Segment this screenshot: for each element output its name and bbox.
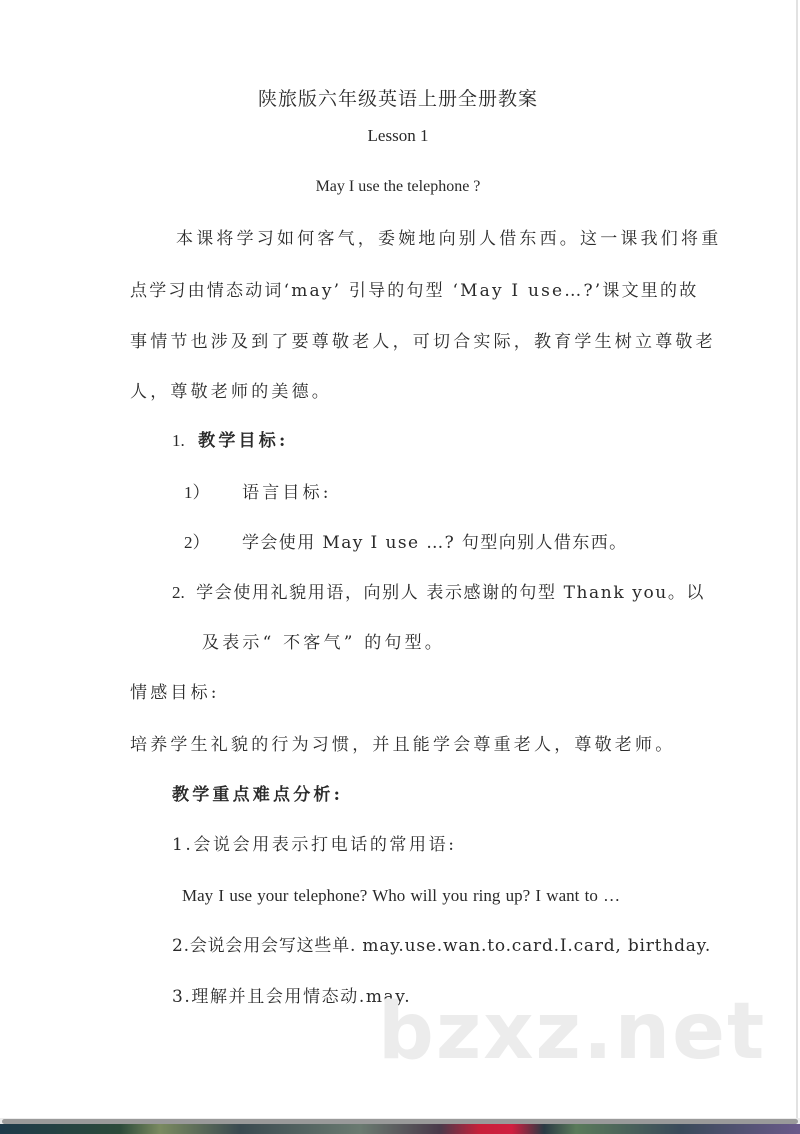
analysis-heading: 教学重点难点分析:	[172, 785, 344, 805]
emotion-label: 情感目标:	[130, 683, 220, 703]
section1-item-1	[184, 482, 210, 504]
analysis-item-2: 2.会说会用会写这些单. may.use.wan.to.card.I.card, birthday.	[172, 936, 712, 956]
emotion-text: 培养学生礼貌的行为习惯，并且能学会尊重老人，尊敬老师。	[130, 735, 676, 755]
lesson-label: Lesson 1	[367, 126, 429, 145]
section1-number: 1.	[172, 431, 185, 450]
item-marker: 2）	[184, 533, 210, 552]
desktop-background-strip	[0, 1124, 800, 1134]
item-marker: 1）	[184, 483, 210, 502]
page-edge	[796, 0, 798, 1118]
section1-title: 教学目标:	[198, 431, 289, 451]
analysis-item-example: May I use your telephone? Who will you ring up? I want to …	[182, 886, 621, 905]
section1-heading	[172, 430, 288, 452]
section2-line-2: 及表示“ 不客气” 的句型。	[202, 633, 445, 653]
section2-text-1: 学会使用礼貌用语，向别人 表示感谢的句型 Thank you。以	[196, 583, 706, 603]
intro-line-2: 点学习由情态动词‘may’ 引导的句型 ‘May I use…?’课文里的故	[130, 281, 699, 301]
section2-number: 2.	[172, 583, 185, 602]
watermark: bzxz.net	[378, 987, 767, 1077]
section1-item-1-text: 语言目标:	[242, 483, 332, 503]
section2-line-1	[172, 582, 705, 604]
document-title: 陕旅版六年级英语上册全册教案	[257, 88, 538, 110]
intro-line-3: 事情节也涉及到了要尊敬老人，可切合实际，教育学生树立尊敬老	[130, 332, 716, 352]
intro-line-1: 本课将学习如何客气，委婉地向别人借东西。这一课我们将重	[176, 229, 722, 249]
section1-item-2-text: 学会使用 May I use …? 句型向别人借东西。	[242, 533, 628, 553]
intro-line-4: 人，尊敬老师的美德。	[130, 382, 332, 402]
analysis-item-1: 1.会说会用表示打电话的常用语:	[172, 835, 457, 855]
lesson-subtitle: May I use the telephone ?	[315, 178, 481, 195]
analysis-item-3: 3.理解并且会用情态动.may.	[172, 987, 412, 1007]
section1-item-2	[184, 532, 210, 554]
